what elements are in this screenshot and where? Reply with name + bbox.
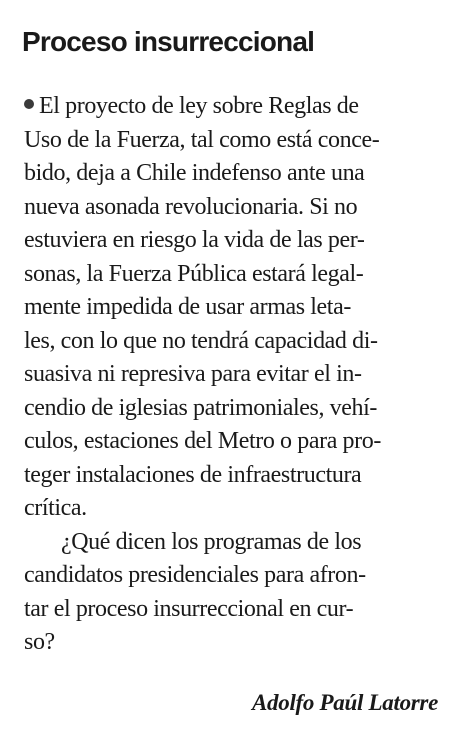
letter-body <box>24 90 464 660</box>
body-line: cendio de iglesias patrimoniales, vehí- <box>24 394 377 421</box>
body-line: mente impedida de usar armas leta- <box>24 294 351 320</box>
body-line: culos, estaciones del Metro o para pro- <box>24 428 381 454</box>
body-line <box>24 90 464 124</box>
body-line: nueva asonada revolucionaria. Si no <box>24 193 358 220</box>
body-line: ¿Qué dicen los programas de los <box>61 528 362 555</box>
body-line: teger instalaciones de infraestructura <box>24 461 362 488</box>
body-line: estuviera en riesgo la vida de las per- <box>24 227 365 253</box>
body-line: suasiva ni represiva para evitar el in- <box>24 361 362 387</box>
body-line: Uso de la Fuerza, tal como está conce- <box>24 126 380 153</box>
author-signature: Adolfo Paúl Latorre <box>252 690 438 715</box>
body-line: candidatos presidenciales para afron- <box>24 562 366 588</box>
body-line: crítica. <box>24 495 87 521</box>
body-line: tar el proceso insurreccional en cur- <box>24 595 354 622</box>
headline: Proceso insurreccional <box>22 26 315 57</box>
body-line: so? <box>24 629 55 655</box>
body-line: les, con lo que no tendrá capacidad di- <box>24 327 378 354</box>
body-line: sonas, la Fuerza Pública estará legal- <box>24 260 364 287</box>
bullet-icon <box>24 99 34 109</box>
body-line-text: El proyecto de ley sobre Reglas de <box>39 93 359 119</box>
body-line: bido, deja a Chile indefenso ante una <box>24 160 365 186</box>
